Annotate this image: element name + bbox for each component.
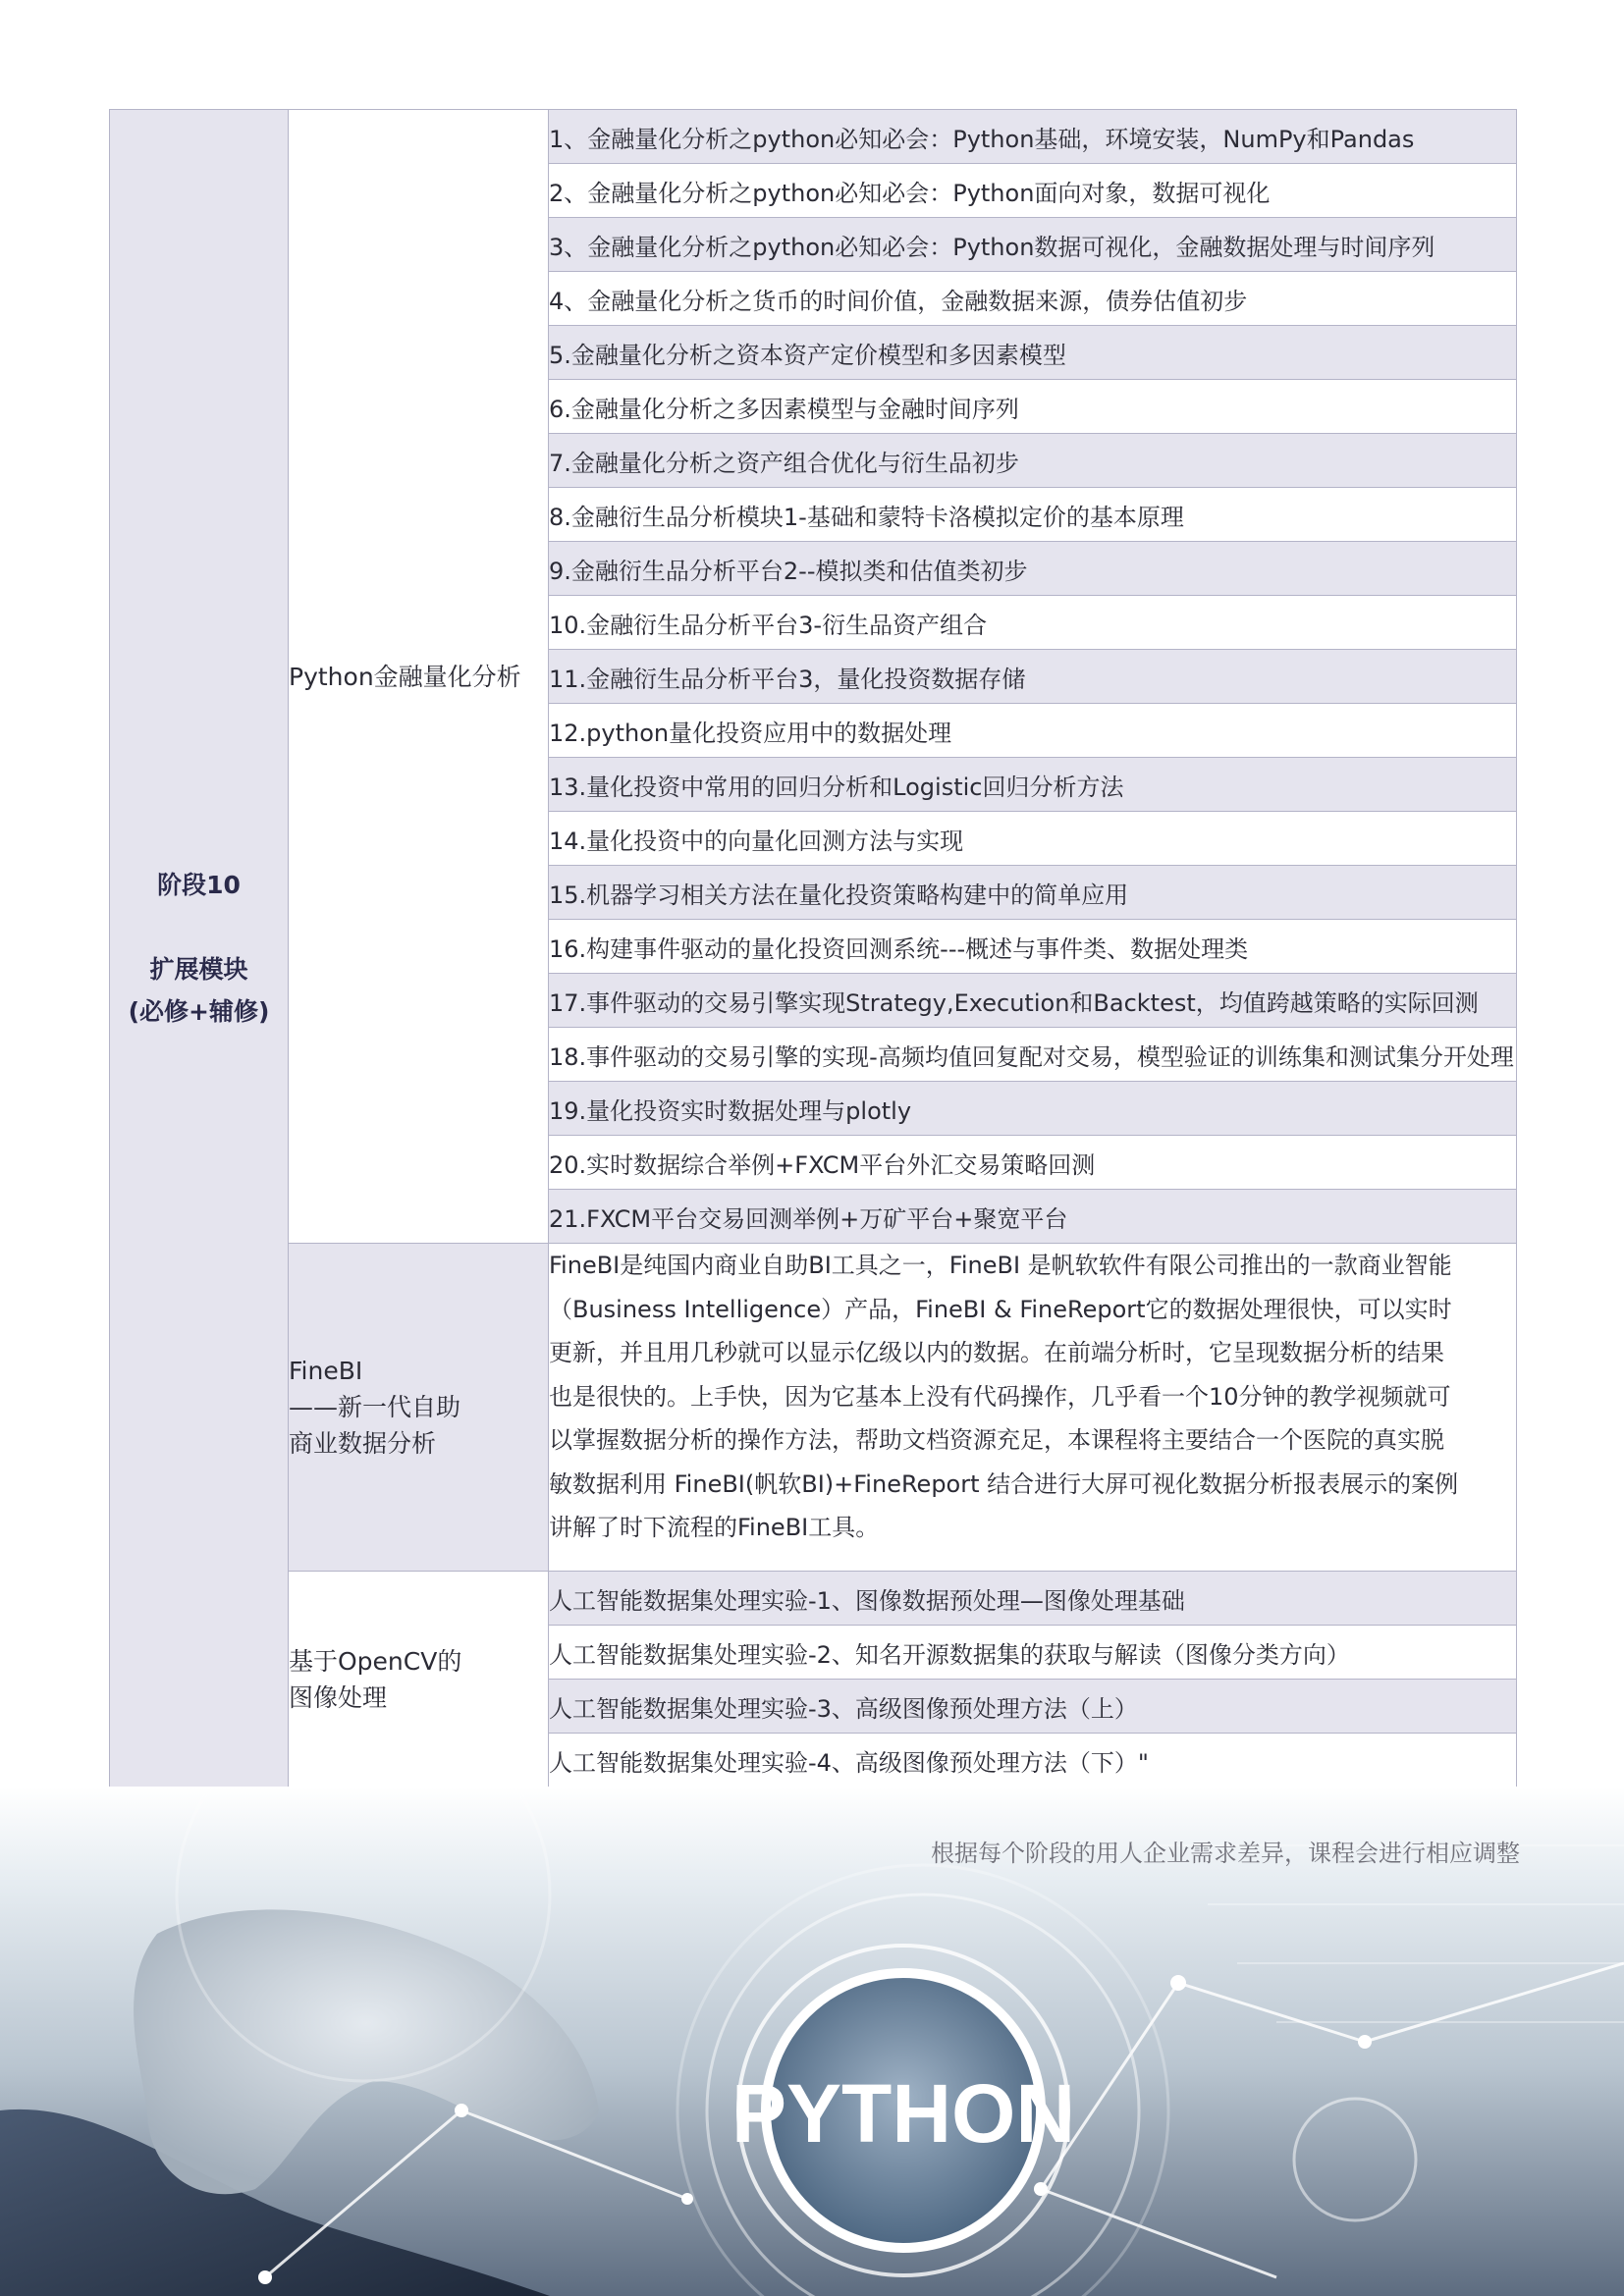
- description-line: 讲解了时下流程的FineBI工具。: [549, 1514, 880, 1541]
- lesson-item: 14.量化投资中的向量化回测方法与实现: [549, 812, 1517, 866]
- module-python-finance: [289, 110, 549, 1244]
- module-name-line: 商业数据分析: [289, 1429, 437, 1458]
- lesson-item: 15.机器学习相关方法在量化投资策略构建中的简单应用: [549, 866, 1517, 920]
- lesson-item: 人工智能数据集处理实验-2、知名开源数据集的获取与解读（图像分类方向）: [549, 1626, 1517, 1680]
- description-line: FineBI是纯国内商业自助BI工具之一，FineBI 是帆软软件有限公司推出的一款商业智能: [549, 1252, 1452, 1279]
- stage-number: 阶段10: [157, 871, 241, 899]
- description-line: 更新，并且用几秒就可以显示亿级以内的数据。在前端分析时，它呈现数据分析的结果: [549, 1339, 1444, 1366]
- finebi-description: [549, 1244, 1517, 1572]
- course-table: [109, 109, 1517, 1788]
- lesson-item: 16.构建事件驱动的量化投资回测系统---概述与事件类、数据处理类: [549, 920, 1517, 974]
- table-row: [110, 110, 1517, 164]
- lesson-item: 4、金融量化分析之货币的时间价值，金融数据来源，债券估值初步: [549, 272, 1517, 326]
- lesson-item: 13.量化投资中常用的回归分析和Logistic回归分析方法: [549, 758, 1517, 812]
- lesson-item: 9.金融衍生品分析平台2--模拟类和估值类初步: [549, 542, 1517, 596]
- module-name: Python金融量化分析: [289, 662, 521, 691]
- lesson-item: 5.金融量化分析之资本资产定价模型和多因素模型: [549, 326, 1517, 380]
- module-name-line: 图像处理: [289, 1682, 388, 1712]
- lesson-item: 20.实时数据综合举例+FXCM平台外汇交易策略回测: [549, 1136, 1517, 1190]
- description-line: 敏数据利用 FineBI(帆软BI)+FineReport 结合进行大屏可视化数据分析报表展示的案例: [549, 1469, 1459, 1498]
- lesson-item: 人工智能数据集处理实验-1、图像数据预处理—图像处理基础: [549, 1572, 1517, 1626]
- stage-cell: [110, 110, 289, 1788]
- python-logo-text: PYTHON: [731, 2067, 1076, 2160]
- module-name-line: 基于OpenCV的: [289, 1646, 462, 1676]
- lesson-item: 11.金融衍生品分析平台3，量化投资数据存储: [549, 650, 1517, 704]
- lesson-item: 2、金融量化分析之python必知必会：Python面向对象，数据可视化: [549, 164, 1517, 218]
- stage-subtitle: (必修+辅修): [128, 997, 270, 1026]
- lesson-item: 1、金融量化分析之python必知必会：Python基础，环境安装，NumPy和Pandas: [549, 110, 1517, 164]
- module-finebi: [289, 1244, 549, 1572]
- lesson-item: 8.金融衍生品分析模块1-基础和蒙特卡洛模拟定价的基本原理: [549, 488, 1517, 542]
- lesson-item: 12.python量化投资应用中的数据处理: [549, 704, 1517, 758]
- lesson-item: 18.事件驱动的交易引擎的实现-高频均值回复配对交易，模型验证的训练集和测试集分开处理: [549, 1028, 1517, 1082]
- table-row: [110, 1572, 1517, 1626]
- module-name-line: ——新一代自助: [289, 1393, 461, 1421]
- lesson-item: 21.FXCM平台交易回测举例+万矿平台+聚宽平台: [549, 1190, 1517, 1244]
- lesson-item: 7.金融量化分析之资产组合优化与衍生品初步: [549, 434, 1517, 488]
- lesson-item: 人工智能数据集处理实验-4、高级图像预处理方法（下）": [549, 1734, 1517, 1788]
- lesson-item: 10.金融衍生品分析平台3-衍生品资产组合: [549, 596, 1517, 650]
- table-row: [110, 1244, 1517, 1572]
- description-line: 以掌握数据分析的操作方法，帮助文档资源充足，本课程将主要结合一个医院的真实脱: [549, 1426, 1444, 1454]
- lesson-item: 3、金融量化分析之python必知必会：Python数据可视化，金融数据处理与时间序列: [549, 218, 1517, 272]
- lesson-item: 19.量化投资实时数据处理与plotly: [549, 1082, 1517, 1136]
- module-name-line: FineBI: [289, 1357, 363, 1385]
- stage-title: 扩展模块: [149, 955, 248, 984]
- lesson-item: 6.金融量化分析之多因素模型与金融时间序列: [549, 380, 1517, 434]
- lesson-item: 17.事件驱动的交易引擎实现Strategy,Execution和Backtest，均值跨越策略的实际回测: [549, 974, 1517, 1028]
- description-line: （Business Intelligence）产品，FineBI & FineReport它的数据处理很快，可以实时: [549, 1295, 1452, 1323]
- module-opencv: [289, 1572, 549, 1788]
- footer-note: 根据每个阶段的用人企业需求差异，课程会进行相应调整: [931, 1840, 1520, 1867]
- description-line: 也是很快的。上手快，因为它基本上没有代码操作，几乎看一个10分钟的教学视频就可: [549, 1382, 1451, 1411]
- lesson-item: 人工智能数据集处理实验-3、高级图像预处理方法（上）: [549, 1680, 1517, 1734]
